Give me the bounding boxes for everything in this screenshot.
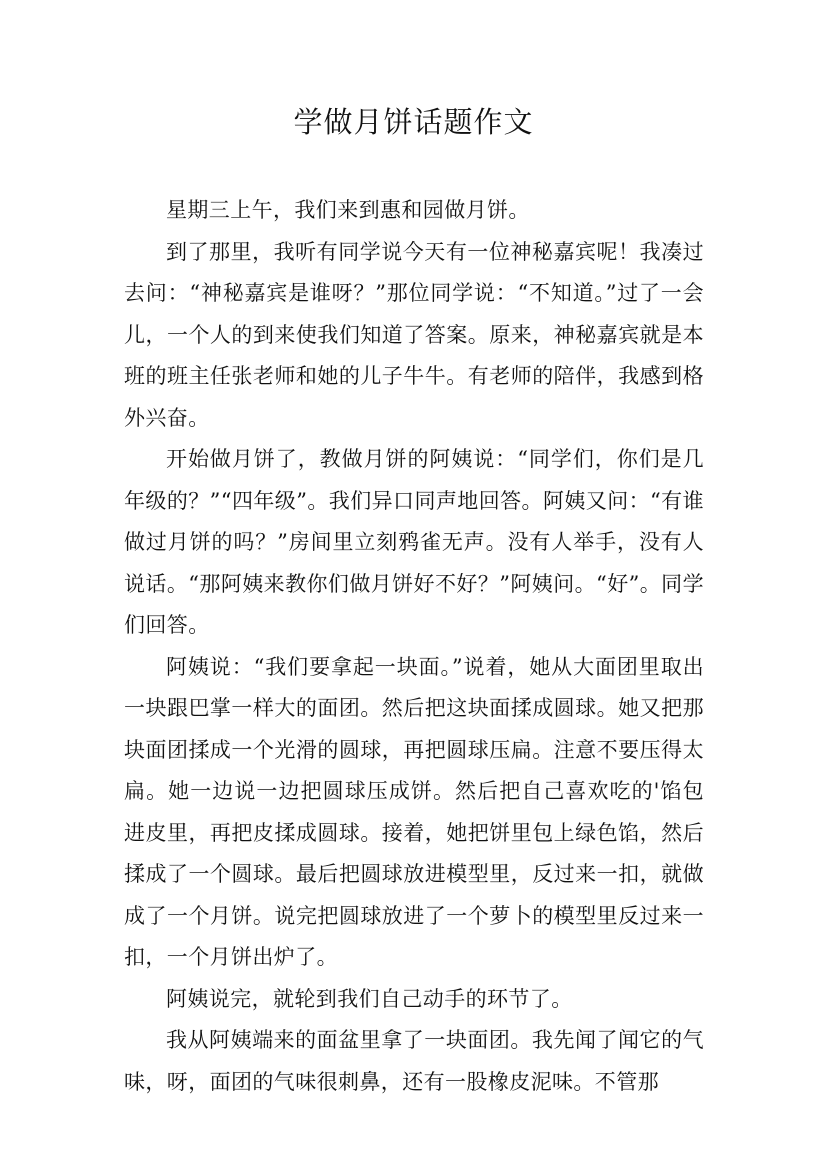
document-body	[124, 190, 704, 1103]
paragraph: 到了那里，我听有同学说今天有一位神秘嘉宾呢！我凑过去问：“神秘嘉宾是谁呀？”那位同学说：“不知道。”过了一会儿，一个人的到来使我们知道了答案。原来，神秘嘉宾就是本班的班主任张老师和她的儿子牛牛。有老师的陪伴，我感到格外兴奋。	[124, 239, 704, 430]
paragraph: 阿姨说：“我们要拿起一块面。”说着，她从大面团里取出一块跟巴掌一样大的面团。然后把这块面揉成圆球。她又把那块面团揉成一个光滑的圆球，再把圆球压扁。注意不要压得太扁。她一边说一边把圆球压成饼。然后把自己喜欢吃的'馅包进皮里，再把皮揉成圆球。接着，她把饼里包上绿色馅，然后揉成了一个圆球。最后把圆球放进模型里，反过来一扣，就做成了一个月饼。说完把圆球放进了一个萝卜的模型里反过来一扣，一个月饼出炉了。	[124, 654, 704, 969]
paragraph: 我从阿姨端来的面盆里拿了一块面团。我先闻了闻它的气味，呀，面团的气味很刺鼻，还有一股橡皮泥味。不管那	[124, 1028, 704, 1094]
document-title: 学做月饼话题作文	[293, 105, 534, 139]
paragraph: 阿姨说完，就轮到我们自己动手的环节了。	[166, 986, 573, 1011]
paragraph: 开始做月饼了，教做月饼的阿姨说：“同学们，你们是几年级的？”“四年级”。我们异口同声地回答。阿姨又问：“有谁做过月饼的吗？”房间里立刻鸦雀无声。没有人举手，没有人说话。“那阿姨来教你们做月饼好不好？”阿姨问。“好”。同学们回答。	[124, 447, 704, 637]
paragraph: 星期三上午，我们来到惠和园做月饼。	[166, 198, 530, 222]
